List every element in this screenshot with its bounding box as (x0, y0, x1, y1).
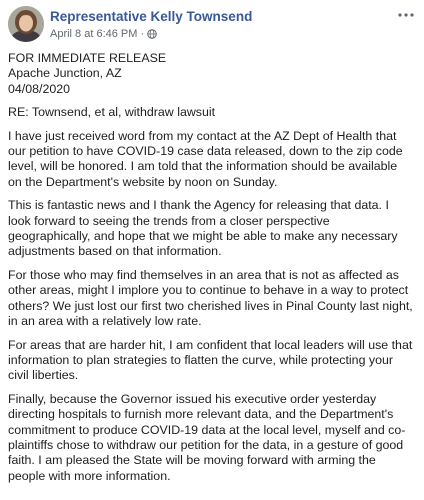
post-body (8, 51, 414, 492)
release-date: 04/08/2020 (8, 81, 71, 96)
post-timestamp[interactable]: April 8 at 6:46 PM (50, 28, 138, 40)
release-label: FOR IMMEDIATE RELEASE (8, 51, 167, 65)
globe-icon[interactable] (147, 29, 157, 39)
post-paragraph-5: Finally, because the Governor issued his executive order yesterday directing hospitals to furnish more relevant data, and the Department's commitment to produce COVID-19 data at the local level, myself and co-plaintiffs chose to withdraw our petition for the data, in a gesture of good faith. I am pleased the State will be moving forward with arming the people with more information. (8, 391, 406, 483)
release-header (8, 51, 414, 97)
release-location: Apache Junction, AZ (8, 66, 122, 81)
post-paragraph-3: For those who may find themselves in an area that is not as affected as other areas, might I implore you to continue to behave in a way to protect others? We just lost our first two cherished lives in Pinal County last night, in an area with a relatively low rate. (8, 267, 413, 329)
post-header (8, 6, 416, 42)
avatar-image (8, 6, 44, 42)
release-subject: RE: Townsend, et al, withdraw lawsuit (8, 105, 216, 120)
meta-separator: · (140, 28, 145, 40)
post-paragraph-2: This is fantastic news and I thank the Agency for releasing that data. I look forward to seeing the trends from a closer perspective geographically, and hope that we might be able to make any necessary adjustments based on that information. (8, 198, 398, 259)
post-meta (50, 28, 157, 40)
post-paragraph-4: For areas that are harder hit, I am confident that local leaders will use that information to plan strategies to flatten the curve, while protecting your civil liberties. (8, 337, 413, 383)
avatar[interactable] (8, 6, 44, 42)
more-options-icon[interactable] (396, 8, 416, 22)
author-name-link[interactable]: Representative Kelly Townsend (50, 9, 253, 24)
post-paragraph-1: I have just received word from my contact at the AZ Dept of Health that our petition to have COVID-19 case data released, down to the zip code level, will be honored. I am told that the information should be available on the Department's website by noon on Sunday. (8, 128, 403, 189)
